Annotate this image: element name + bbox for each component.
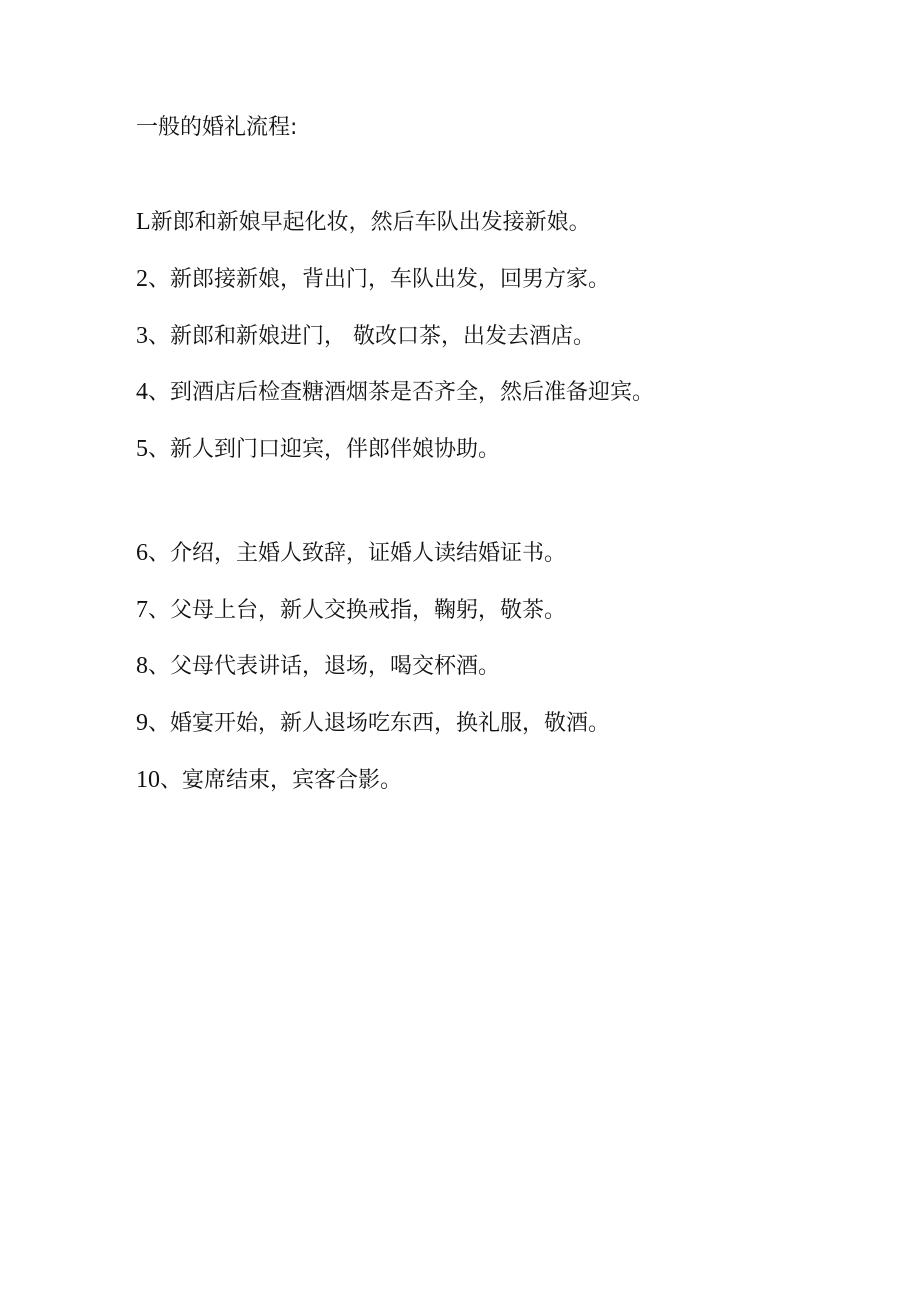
item-number: 9 [136, 710, 148, 736]
item-text: 、新人到门口迎宾，伴郎伴娘协助。 [148, 437, 501, 462]
list-item [136, 376, 654, 409]
item-number: 6 [136, 540, 148, 566]
list-item [136, 707, 610, 740]
list-item [136, 537, 566, 570]
list-item [136, 263, 610, 296]
list-item [136, 433, 500, 466]
item-text: 、宴席结束，宾客合影。 [160, 768, 403, 793]
list-item [136, 320, 595, 353]
document-title: 一般的婚礼流程: [136, 115, 298, 140]
item-number: 5 [136, 436, 148, 462]
item-text: 、婚宴开始，新人退场吃东西，换礼服，敬酒。 [148, 711, 611, 736]
item-number: 3 [136, 323, 148, 349]
item-number: 7 [136, 597, 148, 623]
item-text: 、到酒店后检查糖酒烟茶是否齐全，然后准备迎宾。 [148, 380, 655, 405]
item-number: 10 [136, 767, 160, 793]
item-number: 2 [136, 266, 148, 292]
item-number: 8 [136, 653, 148, 679]
item-text: 、介绍，主婚人致辞，证婚人读结婚证书。 [148, 541, 567, 566]
item-text: 、父母上台，新人交换戒指，鞠躬，敬茶。 [148, 598, 567, 623]
item-text: 、新郎接新娘，背出门，车队出发，回男方家。 [148, 267, 611, 292]
item-number: L [136, 209, 151, 235]
item-text: 、父母代表讲话，退场，喝交杯酒。 [148, 654, 501, 679]
list-item [136, 594, 566, 627]
list-item [136, 650, 500, 683]
item-text: 新郎和新娘早起化妆，然后车队出发接新娘。 [150, 210, 591, 235]
list-item [136, 764, 402, 797]
list-item [136, 206, 591, 239]
item-number: 4 [136, 379, 148, 405]
item-text: 、新郎和新娘进门， 敬改口茶，出发去酒店。 [148, 324, 595, 349]
